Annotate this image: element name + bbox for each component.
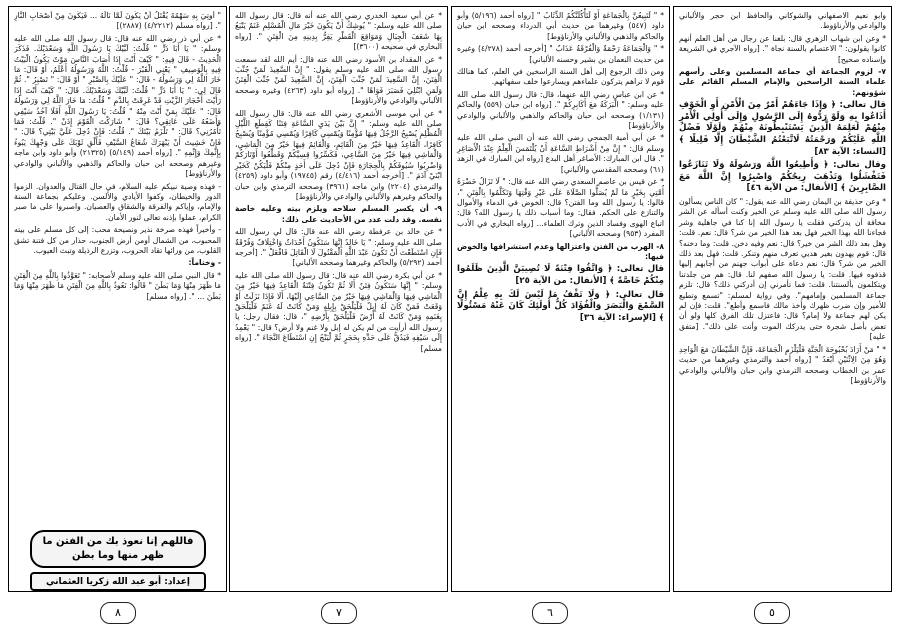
page-8-text: [14, 11, 221, 519]
hadith-paragraph: * وعن حذيفة بن اليمان رضي الله عنه يقول: " كان الناس يسألون رسول الله صلى الله عليه وسلم عن الخير وكنت أسأله عن الشر مخافة أن يدركني فقلت يا رسول الله إنا كنا في جاهلية وشر فجاءنا الله بهذا الخير فهل بعد هذا الخير من شر؟ قال: نعم. قلت: وهل بعد ذلك الشر من خير؟ قال: نعم وفيه دخن. قلت: وما دخنه؟ قال: قوم يهدون بغير هديي تعرف منهم وتنكر. قلت: فهل بعد ذلك الخير من شر؟ قال: نعم دعاة على أبواب جهنم من أجابهم إليها قذفوه فيها. قلت: يا رسول الله صفهم لنا. قال: هم من جلدتنا ويتكلمون بألسنتنا. قلت: فما تأمرني إن أدركني ذلك؟ قال: تلزم جماعة المسلمين وإمامهم". وفي رواية لمسلم: "تسمع وتطيع للأمير وإن ضرب ظهرك وأخذ مالك فاسمع وأطع". قلت: فإن لم يكن لهم جماعة ولا إمام؟ قال: فاعتزل تلك الفرق كلها ولو أن تعض بأصل شجرة حتى يدركك الموت وأنت على ذلك". [متفق عليه]: [679, 197, 886, 342]
page-number-5: ٥: [754, 602, 790, 624]
page-5-column: [673, 6, 892, 592]
paragraph: - فهذه وصية نبيكم عليه السلام، في حال القتال والعدوان. الزموا الدور والخيطان، وكفوا الأيادي والألسن. وعليكم بجماعة السنة والإمام، وإياكم والفرقة والشقاق والعصيان. واصبروا على ما صبر الكرام، عملوا بإذنه تعالى لنور الأمان.: [14, 181, 221, 222]
hadith-paragraph: * عن المقداد بن الأسود رضي الله عنه قال: أيم الله لقد سمعت رسول الله صلى الله عليه وسلم يقول: " إِنَّ السَّعِيدَ لَمَنْ جُنِّبَ الْفِتَنَ، إِنَّ السَّعِيدَ لَمَنْ جُنِّبَ الْفِتَنَ، إِنَّ السَّعِيدَ لَمَنْ جُنِّبَ الْفِتَنُ وَلَمَنِ ابْتُلِيَ فَصَبَرَ فَوَاهًا ". [رواه أبو داود (٤٢٦٣) وغيره وصححه الألباني والوادعي والأرناؤوط]: [235, 54, 442, 106]
page-number-6: ٦: [532, 602, 568, 624]
page-number-7: ٧: [321, 602, 357, 624]
page-8-column: [8, 6, 227, 592]
paragraph: ومن ذلك الرجوع إلى أهل السنة الراسخين في العلم، كما هنالك قوم لا تراهم يتركون علماءهم ويسارعوا خلف سفهائهم.: [457, 67, 664, 87]
hadith-paragraph: * عن أبي أمية الجمحي رضي الله عنه أن النبي صلى الله عليه وسلم قال: " إِنَّ مِنْ أَشْرَاطِ السَّاعَةِ أَنْ يُلْتَمَسَ الْعِلْمُ عِنْدَ الْأَصَاغِرِ ". قال ابن المبارك: الأصاغر أهل البدع [رواه ابن المبارك في الزهد (٦١) وصححه المقدسي والألباني]: [457, 133, 664, 174]
closing-prayer-box: فاللهم إنا نعوذ بك من الفتن ما ظهر منها وما بطن: [30, 530, 206, 568]
hadith-paragraph: * " وَالْجَمَاعَةُ رَحْمَةٌ وَالْفُرْقَةُ عَذَابٌ " [أخرجه أحمد (٤/٢٧٨) وغيره من حديث النعمان بن بشير وحسنه الألباني]: [457, 44, 664, 64]
hadith-paragraph: * عن أبي بكرة رضي الله عنه قال: قال رسول الله صلى الله عليه وسلم: " إِنَّهَا سَتَكُونُ فِتَنٌ أَلَا ثُمَّ تَكُونُ فِتْنَةٌ الْقَاعِدُ فِيهَا خَيْرٌ مِنَ الْمَاشِي فِيهَا وَالْمَاشِي فِيهَا خَيْرٌ مِنَ السَّاعِي إِلَيْهَا، أَلَا فَإِذَا نَزَلَتْ أَوْ وَقَعَتْ فَمَنْ كَانَ لَهُ إِبِلٌ فَلْيَلْحَقْ بِإِبِلِهِ وَمَنْ كَانَتْ لَهُ غَنَمٌ فَلْيَلْحَقْ بِغَنَمِهِ وَمَنْ كَانَتْ لَهُ أَرْضٌ فَلْيَلْحَقْ بِأَرْضِهِ "، قال: فقال رجل: يا رسول الله أرأيت من لم يكن له إبل ولا غنم ولا أرض؟ قال: " يَعْمِدُ إِلَى سَيْفِهِ فَيَدُقُّ عَلَى حَدِّهِ بِحَجَرٍ ثُمَّ لْيَنْجُ إِنِ اسْتَطَاعَ النَّجَاءَ ". [رواه مسلم]: [235, 270, 442, 353]
quran-verse: قال تعالى: ﴿ وَلَا تَقْفُ مَا لَيْسَ لَكَ بِهِ عِلْمٌ إِنَّ السَّمْعَ وَالْبَصَرَ وَالْفُؤَادَ كُلُّ أُولَئِكَ كَانَ عَنْهُ مَسْئُولًا ﴾ [الإسراء: الآية ٣٦]: [457, 289, 664, 323]
paragraph: - وأخيراً فهذه صرخة نذير ونصيحة محب: إلى كل مسلم على بيته المحبوب، من الشمال أومن أرض الجنوب، حذار من كل فتنة تشق القلوب، من ورائها تقاد الحروب، وتزرع الرذيلة وتبث العيوب.: [14, 225, 221, 255]
paragraph: وابو نعيم الاصفهاني والشوكاني والحافظ ابن حجر والألباني والوادعي والأرناؤوط.: [679, 11, 886, 31]
page-number-8: ٨: [100, 602, 136, 624]
section-heading: - وختاماً:: [188, 258, 221, 268]
quran-verse: قال تعالى: ﴿ وَإِذَا جَاءَهُمْ أَمْرٌ مِنَ الْأَمْنِ أَوِ الْخَوْفِ أَذَاعُوا بِهِ وَلَوْ رَدُّوهُ إِلَى الرَّسُولِ وَإِلَى أُولِي الْأَمْرِ مِنْهُمْ لَعَلِمَهُ الَّذِينَ يَسْتَنْبِطُونَهُ مِنْهُمْ وَلَوْلَا فَضْلُ اللَّهِ عَلَيْكُمْ وَرَحْمَتُهُ لَاتَّبَعْتُمُ الشَّيْطَانَ إِلَّا قَلِيلًا ﴾ [النساء: الآية ٨٣]: [679, 100, 886, 157]
hadith-paragraph: * " لَتَبِيعُنَّ بِالْجَمَاعَةِ أَوْ لَتَأْكُلَنَّكُمُ الذِّئَابُ " [رواه أحمد (٥/١٩٦) وأبو داود (٥٤٧) وغيرهما من حديث أبي الدرداء وصححه ابن حبان والحاكم والذهبي والألباني والأرناؤوط]: [457, 11, 664, 41]
section-heading: ٩- أن يكسر المسلم سلاحه ويلزم بيته وعليه خاصة نفسه. وقد دلت عدد من الأحاديث على ذلك:: [235, 204, 442, 224]
quran-verse: وقال تعالى: ﴿ وَأَطِيعُوا اللَّهَ وَرَسُولَهُ وَلَا تَنَازَعُوا فَتَفْشَلُوا وَتَذْهَبَ رِيحُكُمْ وَاصْبِرُوا إِنَّ اللَّهَ مَعَ الصَّابِرِينَ ﴾ [الأنفال: من الآية ٤٦]: [679, 160, 886, 194]
hadith-paragraph: * عن قيس بن عاصم السعدي رضي الله عنه قال: " لَا تَزَالُ حَضْرَةُ أُمَّتِي بِخَيْرٍ مَا لَمْ يُصَلُّوا الصَّلَاةَ عَلَى غَيْرِ وَقْتِهَا وَتَكَلَّمُوا بِالْفِتَنِ "، قالوا: يا رسول الله وما الفتن؟ قال: الخوض في الدماء والأموال والتنازع على الحكم. فقال: وما أسباب ذلك يا رسول الله؟ قال: اتباع الهوى وفساد الدين وترك العلماء... [رواه البخاري في الأدب المفرد (٩٥٣) وصححه الألباني]: [457, 177, 664, 239]
booklet-spread: [8, 6, 892, 619]
quran-verse: قال تعالى: ﴿ وَاتَّقُوا فِتْنَةً لَا تُصِيبَنَّ الَّذِينَ ظَلَمُوا مِنْكُمْ خَاصَّةً ﴾ [الأنفال: من الآية ٢٥]: [457, 264, 664, 286]
paragraph: * وعن ابن شهاب الزهري قال: بلغنا عن رجال من أهل العلم أنهم كانوا يقولون: " الاعتصام بالسنة نجاة ". [رواه الآجري في الشريعة وإسناده صحيح]: [679, 33, 886, 64]
page-6-column: [451, 6, 670, 592]
hadith-paragraph: * عن أبي ذر رضي الله عنه قال: قال رسول الله صلى الله عليه وسلم: " يَا أَبَا ذَرٍّ " قُلْتُ: لَبَّيْكَ يَا رَسُولَ اللَّهِ وَسَعْدَيْكَ. فَذَكَرَ الْحَدِيثَ - قَالَ فِيهِ: " كَيْفَ أَنْتَ إِذَا أَصَابَ النَّاسَ مَوْتٌ يَكُونُ الْبَيْتُ فِيهِ بِالْوَصِيفِ " يَعْنِي الْقَبْرَ - قُلْتُ: اللَّهُ وَرَسُولُهُ أَعْلَمُ، أَوْ قَالَ: مَا خَارَ اللَّهُ لِي وَرَسُولُهُ - قَالَ: " عَلَيْكَ بِالصَّبْرِ " أَوْ قَالَ: " تَصْبِرُ ". ثُمَّ قَالَ لِي: " يَا أَبَا ذَرٍّ " قُلْتُ: لَبَّيْكَ وَسَعْدَيْكَ. قَالَ: " كَيْفَ أَنْتَ إِذَا رَأَيْتَ أَحْجَارَ الزَّيْتِ قَدْ غَرِقَتْ بِالدَّمِ " قُلْتُ: مَا خَارَ اللَّهُ لِي وَرَسُولُهُ قَالَ: " عَلَيْكَ بِمَنْ أَنْتَ مِنْهُ " قُلْتُ: يَا رَسُولَ اللَّهِ أَفَلَا آخُذُ سَيْفِي وَأَضَعُهُ عَلَى عَاتِقِي؟ قَالَ: " شَارَكْتَ الْقَوْمَ إِذَنْ ". قُلْتُ: فَمَا تَأْمُرُنِي؟ قَالَ: " تَلْزَمُ بَيْتَكَ ". قُلْتُ: فَإِنْ دُخِلَ عَلَيَّ بَيْتِي؟ قَالَ: " فَإِنْ خَشِيتَ أَنْ يَبْهَرَكَ شُعَاعُ السَّيْفِ فَأَلْقِ ثَوْبَكَ عَلَى وَجْهِكَ يَبُوءُ بِإِثْمِكَ وَإِثْمِهِ ". [رواه أحمد (٥/١٤٩) (٢١٣٢٥) وأبو داود وابن ماجه وغيرهم وصححه ابن حبان والحاكم والذهبي والألباني والوادعي والأرناؤوط]: [14, 33, 221, 179]
section-heading: ٨- الهرب من الفتن واعتزالها وعدم استشرافها والخوض فيها:: [457, 241, 664, 261]
author-banner: إعداد: أبو عبد الله زكريا العثماني: [30, 572, 206, 591]
hadith-paragraph: * عن أبي موسى الأشعري رضي الله عنه قال: قال رسول الله صلى الله عليه وسلم: " إِنَّ بَيْنَ يَدَيِ السَّاعَةِ فِتَنًا كَقِطَعِ اللَّيْلِ الْمُظْلِمِ يُصْبِحُ الرَّجُلُ فِيهَا مُؤْمِنًا وَيُمْسِي كَافِرًا وَيُمْسِي مُؤْمِنًا وَيُصْبِحُ كَافِرًا، الْقَاعِدُ فِيهَا خَيْرٌ مِنَ الْقَائِمِ، وَالْقَائِمُ فِيهَا خَيْرٌ مِنَ الْمَاشِي، وَالْمَاشِي فِيهَا خَيْرٌ مِنَ السَّاعِي، فَكَسِّرُوا قِسِيَّكُمْ وَقَطِّعُوا أَوْتَارَكُمْ وَاضْرِبُوا سُيُوفَكُمْ بِالْحِجَارَةِ فَإِنْ دُخِلَ عَلَى أَحَدٍ مِنْكُمْ فَلْيَكُنْ كَخَيْرِ ابْنَيْ آدَمَ ". [أخرجه أحمد (٤/٤١٦) رقم (١٩٧٤٥) وأبو داود (٤٢٥٩) والترمذي (٢٢٠٤) وابن ماجه (٣٩٦١) وصححه الترمذي وابن حبان والحاكم وغيرهم والألباني والوادعي والأرناؤوط]: [235, 108, 442, 201]
hadith-paragraph: * " مَنْ أَرَادَ بُحْبُوحَةَ الْجَنَّةِ فَلْيَلْزَمِ الْجَمَاعَةَ، فَإِنَّ الشَّيْطَانَ مَعَ الْوَاحِدِ وَهُوَ مِنَ الِاثْنَيْنِ أَبْعَدُ " [رواه أحمد والترمذي وغيرهما من حديث عمر بن الخطاب وصححه الترمذي وابن حبان والألباني والوادعي والأرناؤوط]: [679, 344, 886, 385]
hadith-paragraph: " أُوتِيَ بِهِ سَهْمُهُ يُقْتَلُ أَنْ يَكُونَ لَمَّا نَالَهُ ... فَيَكُونَ مِنْ أَصْحَابِ النَّارِ ". [رواه مسلم (٤/٢٢١٢) (٢٨٨٧)]: [14, 11, 221, 31]
hadith-paragraph: * عن ابن عباس رضي الله عنهما، قال: قال رسول الله صلى الله عليه وسلم: " الْبَرَكَةُ مَعَ أَكَابِرِكُمْ ". [رواه ابن حبان (٥٥٩) والحاكم (١/١٣١) وصححه ابن حبان والحاكم والذهبي والألباني والوادعي والأرناؤوط]: [457, 89, 664, 131]
hadith-paragraph: * عن أبي سعيد الخدري رضي الله عنه أنه قال: قال رسول الله صلى الله عليه وسلم: " يُوشِكُ أَنْ يَكُونَ خَيْرَ مَالِ الْمُسْلِمِ غَنَمٌ يَتْبَعُ بِهَا شَعَفَ الْجِبَالِ وَمَوَاقِعَ الْقَطْرِ يَفِرُّ بِدِينِهِ مِنَ الْفِتَنِ ". [رواه البخاري في صحيحه (٣٦٠٠)]: [235, 11, 442, 52]
section-heading: ٧- لزوم الجماعة أي جماعة المسلمين وعلى رأسهم علماء السنة الراسخين والإمام المسلم القائم على شؤونهم:: [679, 67, 886, 97]
hadith-paragraph: * قال النبي صلى الله عليه وسلم لأصحابه: " تَعَوَّذُوا بِاللَّهِ مِنَ الْفِتَنِ مَا ظَهَرَ مِنْهَا وَمَا بَطَنَ " قَالُوا: نَعُوذُ بِاللَّهِ مِنَ الْفِتَنِ مَا ظَهَرَ مِنْهَا وَمَا بَطَنَ ... ". [رواه مسلم]: [14, 270, 221, 301]
page-7-column: [229, 6, 448, 592]
hadith-paragraph: * عن خالد بن عرفطة رضي الله عنه قال: قال لي رسول الله صلى الله عليه وسلم: " يَا خَالِدُ إِنَّهَا سَتَكُونُ أَحْدَاثٌ وَاخْتِلَافٌ وَفُرْقَةٌ فَإِنِ اسْتَطَعْتَ أَنْ تَكُونَ عَبْدَ اللَّهِ الْمَقْتُولَ لَا الْقَاتِلَ فَافْعَلْ ". [أخرجه أحمد (٥/٢٩٢) والحاكم وغيرهما وصححه الألباني]: [235, 227, 442, 268]
